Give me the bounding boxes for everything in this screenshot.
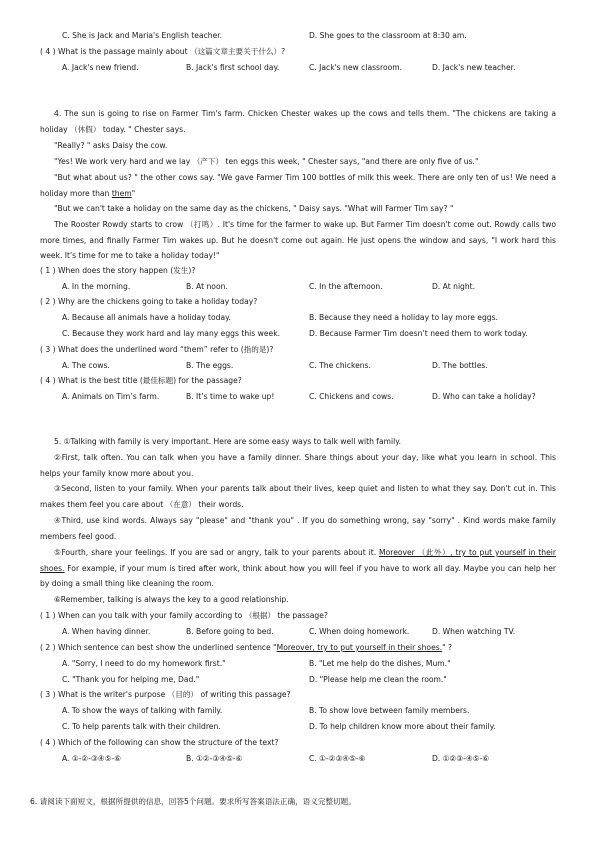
frag-option-d: D. She goes to the classroom at 8:30 am.: [309, 31, 467, 40]
p5-q2-option-c: C. "Thank you for helping me, Dad.": [62, 675, 200, 684]
p5-paragraph-6: ⑥Remember, talking is always the key to a good relationship.: [54, 595, 289, 604]
p4-question-3: ( 3 ) What does the underlined word “them” refer to (指的是)?: [40, 345, 274, 354]
p4-q3-option-b: B. The eggs.: [186, 361, 234, 370]
p4-paragraph-4: "But what about us? " the other cows say. "We gave Farmer Tim 100 bottles of milk this week. There are only ten of us! We need a holiday more than them": [40, 173, 556, 198]
p5-q3-option-b: B. To show love between family members.: [309, 706, 470, 715]
p5-paragraph-5: ⑤Fourth, share your feelings. If you are sad or angry, talk to your parents about it. Moreover （此外）, try to put yourself in their shoes. For example, if your mum is tired after work, think about how you will feel if you have to work all day. Maybe you can help her by doing a small thing like cleaning the room.: [40, 548, 556, 589]
p4-q1-option-a: A. In the morning.: [62, 282, 131, 291]
p5-q1-option-d: D. When watching TV.: [432, 627, 516, 636]
p4-q3-option-a: A. The cows.: [62, 361, 110, 370]
underlined-sentence: Moreover （此外）, try to put yourself in their shoes.: [40, 548, 556, 573]
p5-paragraph-2: ②First, talk often. You can talk when you have a family dinner. Share things about your day, like what you learn in school. This helps your family know more about you.: [40, 453, 556, 478]
p4-paragraph-5: "But we can't take a holiday on the same day as the chickens, " Daisy says. "What will Farmer Tim say? ": [54, 204, 454, 213]
p4-q2-option-b: B. Because they need a holiday to lay more eggs.: [309, 313, 498, 322]
frag-q4-option-b: B. Jack's first school day.: [186, 63, 280, 72]
underlined-word-them: them: [111, 188, 132, 198]
p4-question-4: ( 4 ) What is the best title (最佳标题) for the passage?: [40, 376, 242, 385]
frag-q4-option-c: C. Jack's new classroom.: [309, 63, 403, 72]
p5-question-2: ( 2 ) Which sentence can best show the underlined sentence "Moreover, try to put yourself in their shoes." ?: [40, 643, 453, 652]
p4-q4-option-d: D. Who can take a holiday?: [432, 392, 536, 401]
p4-q1-option-d: D. At night.: [432, 282, 476, 291]
p4-paragraph-2: "Really? " asks Daisy the cow.: [54, 141, 168, 150]
frag-q4-option-d: D. Jack's new teacher.: [432, 63, 516, 72]
p5-q4-option-c: C. ①-②③④⑤-⑥: [309, 754, 366, 763]
p4-q2-option-d: D. Because Farmer Tim doesn’t need them to work today.: [309, 329, 528, 338]
p4-q4-option-b: B. It’s time to wake up!: [186, 392, 275, 401]
p5-q3-option-c: C. To help parents talk with their children.: [62, 722, 221, 731]
p4-q2-option-a: A. Because all animals have a holiday today.: [62, 313, 231, 322]
p4-q1-option-c: C. In the afternoon.: [309, 282, 383, 291]
p4-question-1: ( 1 ) When does the story happen (发生)?: [40, 266, 196, 275]
p5-paragraph-4: ④Third, use kind words. Always say "please" and "thank you" . If you do something wrong, say "sorry" . Kind words make family members feel good.: [40, 516, 556, 541]
p5-question-3: ( 3 ) What is the writer's purpose （目的） of writing this passage?: [40, 690, 291, 699]
p5-q4-option-a: A. ①-②-③④⑤-⑥: [62, 754, 121, 763]
p5-q1-option-a: A. When having dinner.: [62, 627, 151, 636]
p5-q4-option-b: B. ①②-③④⑤-⑥: [186, 754, 243, 763]
p5-q3-option-d: D. To help children know more about their family.: [309, 722, 496, 731]
p5-q3-option-a: A. To show the ways of talking with family.: [62, 706, 223, 715]
p6-instructions: 6. 请阅读下面短文，根据所提供的信息，回答5个问题。要求所写答案语法正确，语义完整切题。: [30, 797, 356, 806]
p4-question-2: ( 2 ) Why are the chickens going to take a holiday today?: [40, 297, 258, 306]
p5-question-4: ( 4 ) Which of the following can show the structure of the text?: [40, 738, 279, 747]
p4-paragraph-6: The Rooster Rowdy starts to crow （打鸣）. It's time for the farmer to wake up. But Farmer Tim doesn't come out. Rowdy calls two more times, and finally Farmer Tim wakes up. But he doesn't come out again. He just opens the window and says, "I work hard this week. It's time for me to take a holiday today!": [40, 220, 556, 261]
p4-q4-option-c: C. Chickens and cows.: [309, 392, 394, 401]
frag-option-c: C. She is Jack and Maria's English teacher.: [62, 31, 223, 40]
frag-q4-option-a: A. Jack's new friend.: [62, 63, 139, 72]
p5-q4-option-d: D. ①②③-④⑤-⑥: [432, 754, 490, 763]
p4-paragraph-3: "Yes! We work very hard and we lay （产下） ten eggs this week, " Chester says, "and there are only five of us.": [54, 157, 479, 166]
p4-paragraph-1: 4. The sun is going to rise on Farmer Tim's farm. Chicken Chester wakes up the cows and tells them. "The chickens are taking a holiday （休假） today. " Chester says.: [40, 109, 556, 134]
p5-paragraph-1: 5. ①Talking with family is very important. Here are some easy ways to talk well with family.: [54, 437, 402, 446]
p4-q2-option-c: C. Because they work hard and lay many eggs this week.: [62, 329, 281, 338]
p5-q2-option-a: A. "Sorry, I need to do my homework first.": [62, 659, 226, 668]
p4-q3-option-d: D. The bottles.: [432, 361, 488, 370]
p4-q3-option-c: C. The chickens.: [309, 361, 371, 370]
p5-q1-option-c: C. When doing homework.: [309, 627, 410, 636]
p4-q1-option-b: B. At noon.: [186, 282, 228, 291]
p5-q2-option-d: D. "Please help me clean the room.": [309, 675, 447, 684]
p5-paragraph-3: ③Second, listen to your family. When your parents talk about their lives, keep quiet and listen to what they say. Don't cut in. This makes them feel you care about （在意） their words.: [40, 484, 556, 509]
p5-q1-option-b: B. Before going to bed.: [186, 627, 274, 636]
frag-question-4: ( 4 ) What is the passage mainly about （这篇文章主要关于什么）?: [40, 47, 286, 56]
p5-q2-option-b: B. "Let me help do the dishes, Mum.": [309, 659, 451, 668]
p5-question-1: ( 1 ) When can you talk with your family according to （根据） the passage?: [40, 611, 328, 620]
p4-q4-option-a: A. Animals on Tim’s farm.: [62, 392, 160, 401]
